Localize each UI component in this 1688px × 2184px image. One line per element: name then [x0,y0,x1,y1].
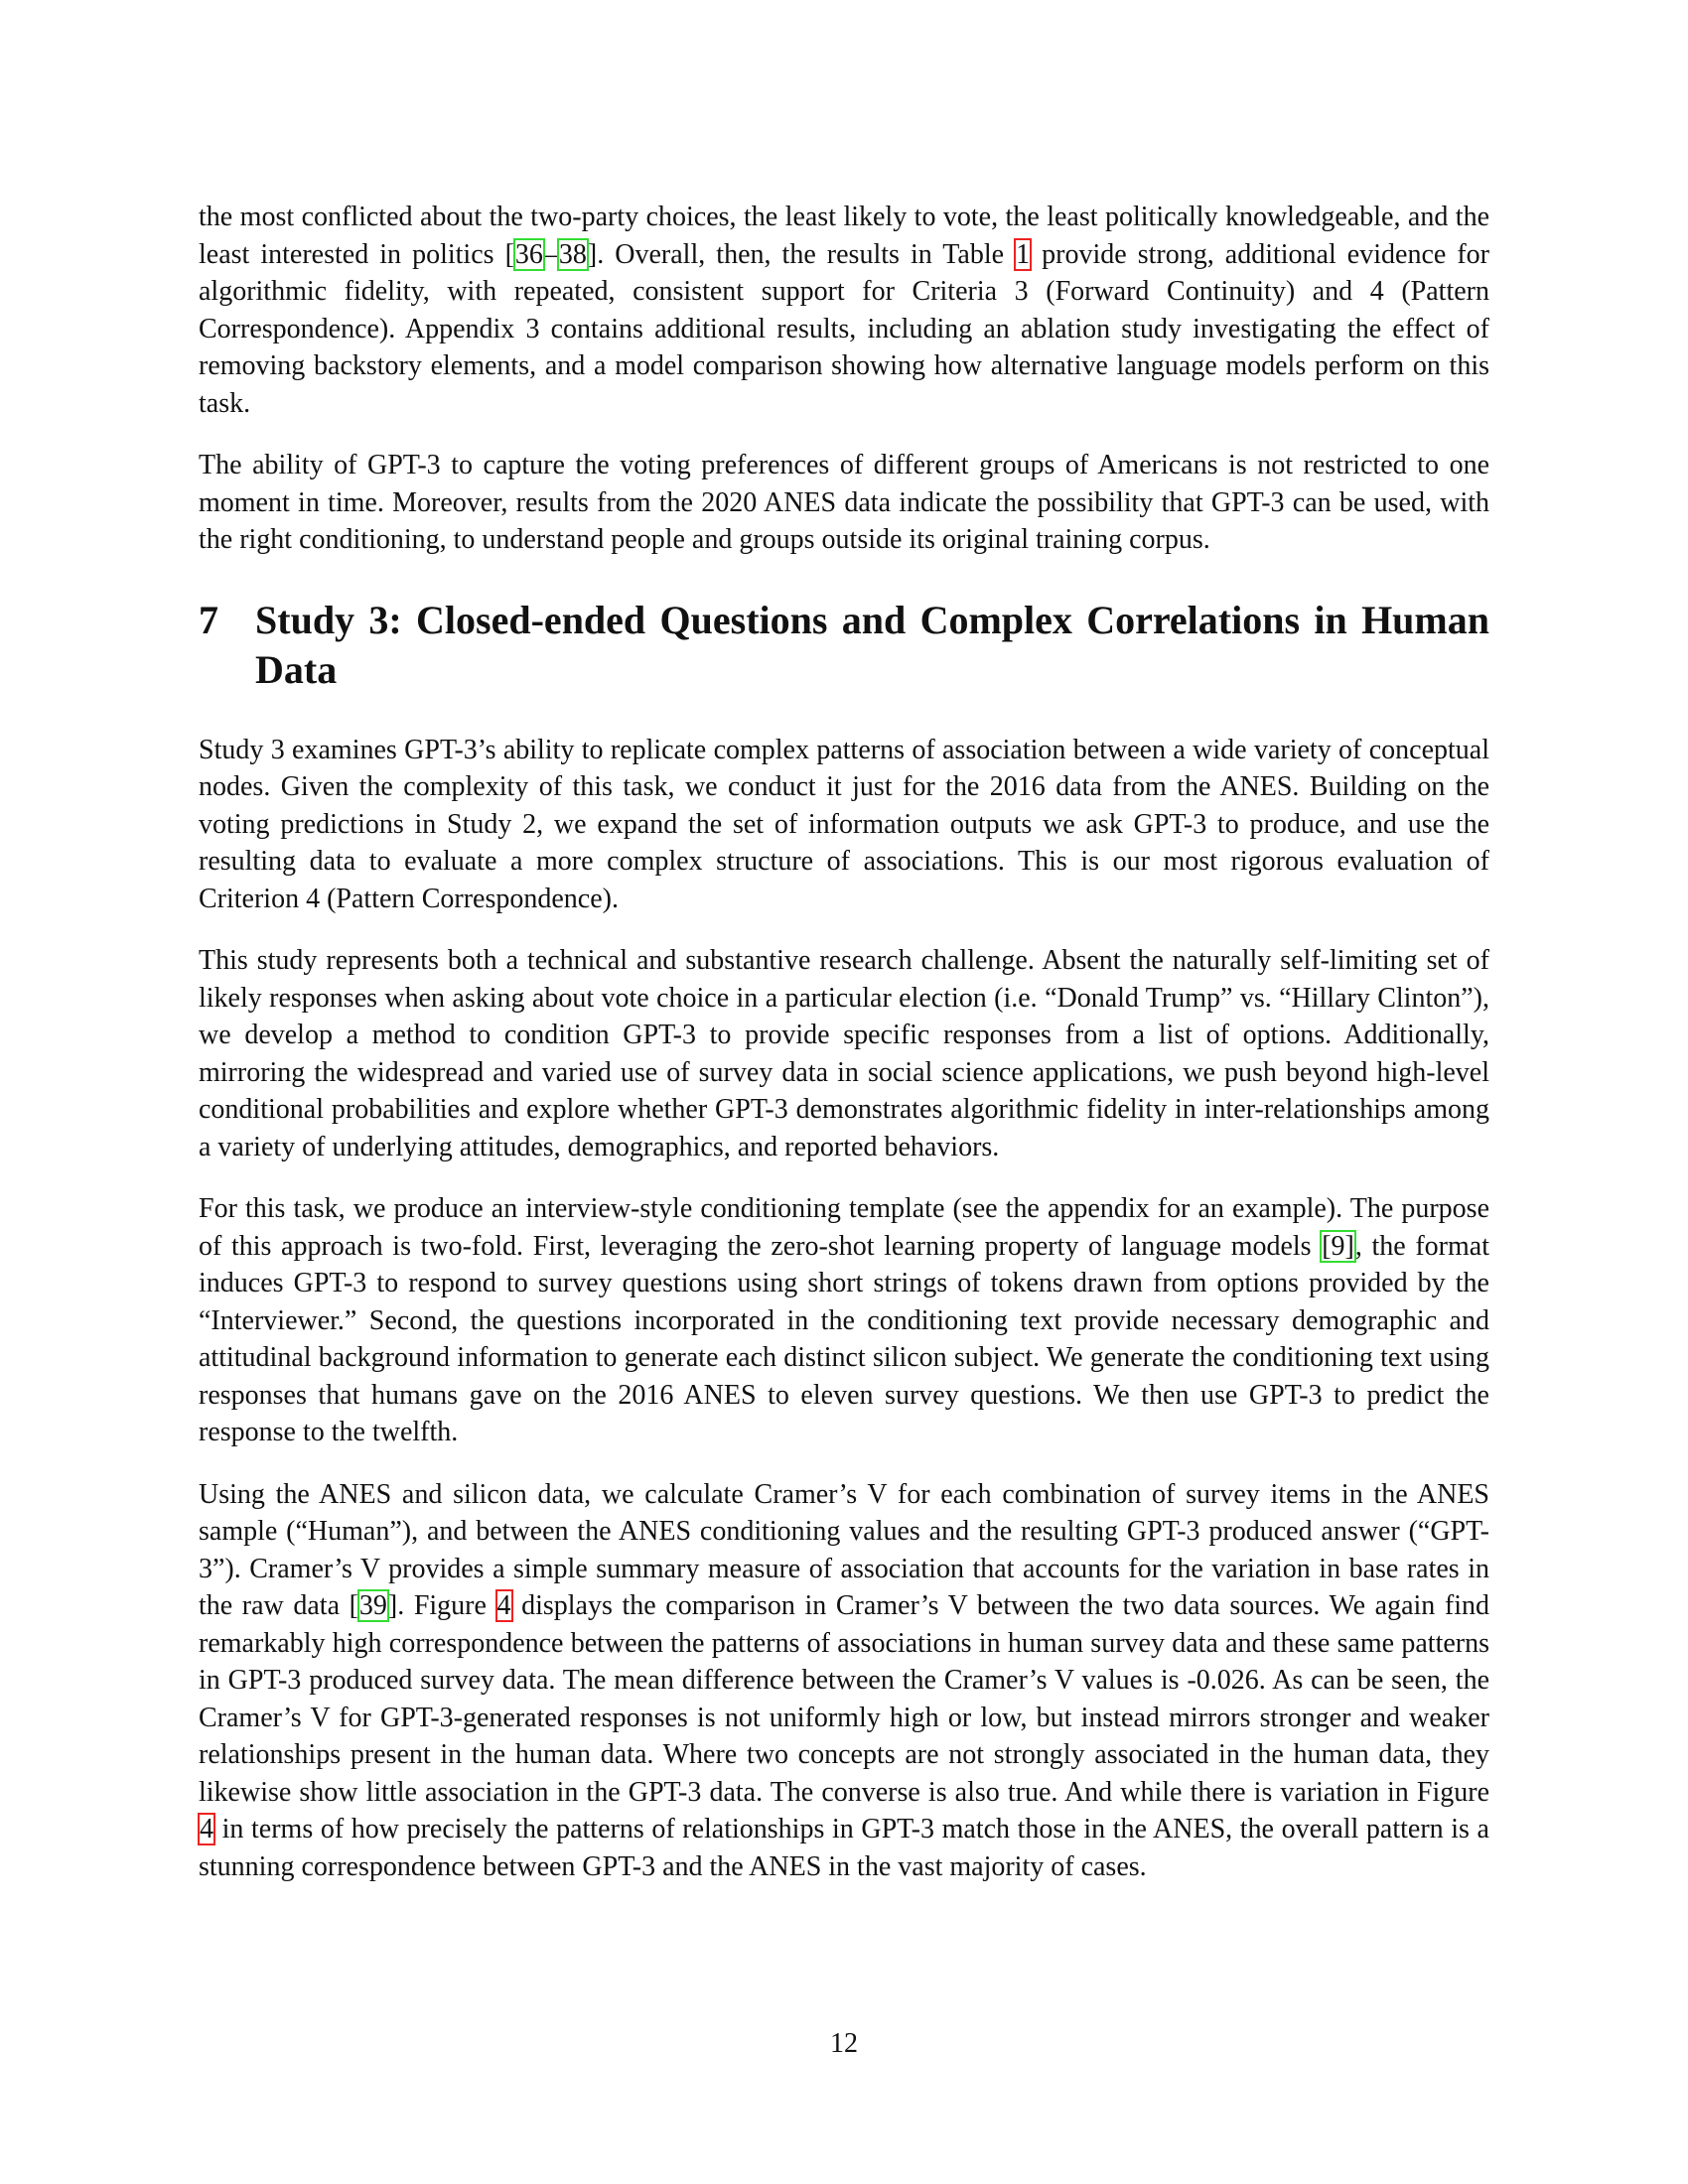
paragraph-5 [199,1190,1489,1451]
paragraph-5-text-a: For this task, we produce an interview-style conditioning template (see the appendix for an example). The purpose of this approach is two-fold. First, leveraging the zero-shot learning property of language models [199,1193,1489,1262]
citation-bracket-close: ] [1344,1230,1354,1262]
paragraph-3: Study 3 examines GPT-3’s ability to replicate complex patterns of association between a wide variety of conceptual nodes. Given the complexity of this task, we conduct it just for the 2016 data from the ANES. Building on the voting predictions in Study 2, we expand the set of information outputs we ask GPT-3 to produce, and use the resulting data to evaluate a more complex structure of associations. This is our most rigorous evaluation of Criterion 4 (Pattern Correspondence). [199,734,1489,914]
citation-link-39[interactable]: 39 [358,1590,387,1621]
citation-range-dash: – [543,238,558,270]
paragraph-1 [199,199,1489,422]
paragraph-6-text-a: Using the ANES and silicon data, we calculate Cramer’s V for each combination of survey items in the ANES sample (“Human”), and between the ANES conditioning values and the resulting GPT-3 produced answer (“GPT-3”). Cramer’s V provides a simple summary measure of association that accounts for the variation in base rates in the raw data [ [199,1478,1489,1621]
page-number: 12 [830,2028,858,2059]
page-body [199,199,1489,1910]
paragraph-5-text-b: , the format induces GPT-3 to respond to survey questions using short strings of tokens drawn from options provided by the “Interviewer.” Second, the questions incorporated in the conditioning text provide necessary demographic and attitudinal background information to generate each distinct silicon subject. We generate the conditioning text using responses that humans gave on the 2016 ANES to eleven survey questions. We then use GPT-3 to predict the response to the twelfth. [199,1230,1489,1447]
figure-4-link-second[interactable]: 4 [200,1814,213,1844]
citation-link-36[interactable]: 36 [514,238,543,270]
paragraph-1-text-c: provide strong, additional evidence for algorithmic fidelity, with repeated, consistent support for Criteria 3 (Forward Continuity) and 4 (Pattern Correspondence). Appendix 3 contains additional results, including an ablation study investigating the effect of removing backstory elements, and a model comparison showing how alternative language models perform on this task. [199,238,1489,419]
section-title: Study 3: Closed-ended Questions and Complex Correlations in Human Data [255,597,1489,692]
paragraph-6-text-c: displays the comparison in Cramer’s V between the two data sources. We again find remarkably high correspondence between the patterns of associations in human survey data and these same patterns in GPT-3 produced survey data. The mean difference between the Cramer’s V values is -0.026. As can be seen, the Cramer’s V for GPT-3-generated responses is not uniformly high or low, but instead mirrors stronger and weaker relationships present in the human data. Where two concepts are not strongly associated in the human data, they likewise show little association in the GPT-3 data. The converse is also true. And while there is variation in Figure [199,1590,1489,1808]
paragraph-6 [199,1476,1489,1886]
section-number: 7 [199,597,218,642]
section-heading [199,596,1489,695]
citation-bracket-open: [ [1322,1230,1332,1262]
paragraph-1-text-a: the most conflicted about the two-party choices, the least likely to vote, the least politically knowledgeable, and the least interested in politics [ [199,202,1489,270]
paragraph-6-text-b: ]. Figure [387,1590,496,1621]
citation-link-9[interactable] [1321,1231,1355,1262]
figure-4-link[interactable]: 4 [496,1590,511,1621]
citation-number-9: 9 [1331,1230,1345,1262]
paragraph-4: This study represents both a technical and substantive research challenge. Absent the naturally self-limiting set of likely responses when asking about vote choice in a particular election (i.e. “Donald Trump” vs. “Hillary Clinton”), we develop a method to condition GPT-3 to provide specific responses from a list of options. Additionally, mirroring the widespread and varied use of survey data in social science applications, we push beyond high-level conditional probabilities and explore whether GPT-3 demonstrates algorithmic fidelity in inter-relationships among a variety of underlying attitudes, demographics, and reported behaviors. [199,945,1489,1162]
citation-link-38[interactable]: 38 [558,238,587,270]
paragraph-6-text-d: in terms of how precisely the patterns of relationships in GPT-3 match those in the ANES, the overall pattern is a stunning correspondence between GPT-3 and the ANES in the vast majority of cases. [199,1814,1489,1882]
table-1-link[interactable]: 1 [1016,238,1031,270]
paragraph-1-text-b: ]. Overall, then, the results in Table [587,238,1016,270]
paragraph-2: The ability of GPT-3 to capture the voting preferences of different groups of Americans is not restricted to one moment in time. Moreover, results from the 2020 ANES data indicate the possibility that GPT-3 can be used, with the right conditioning, to understand people and groups outside its original training corpus. [199,450,1489,555]
